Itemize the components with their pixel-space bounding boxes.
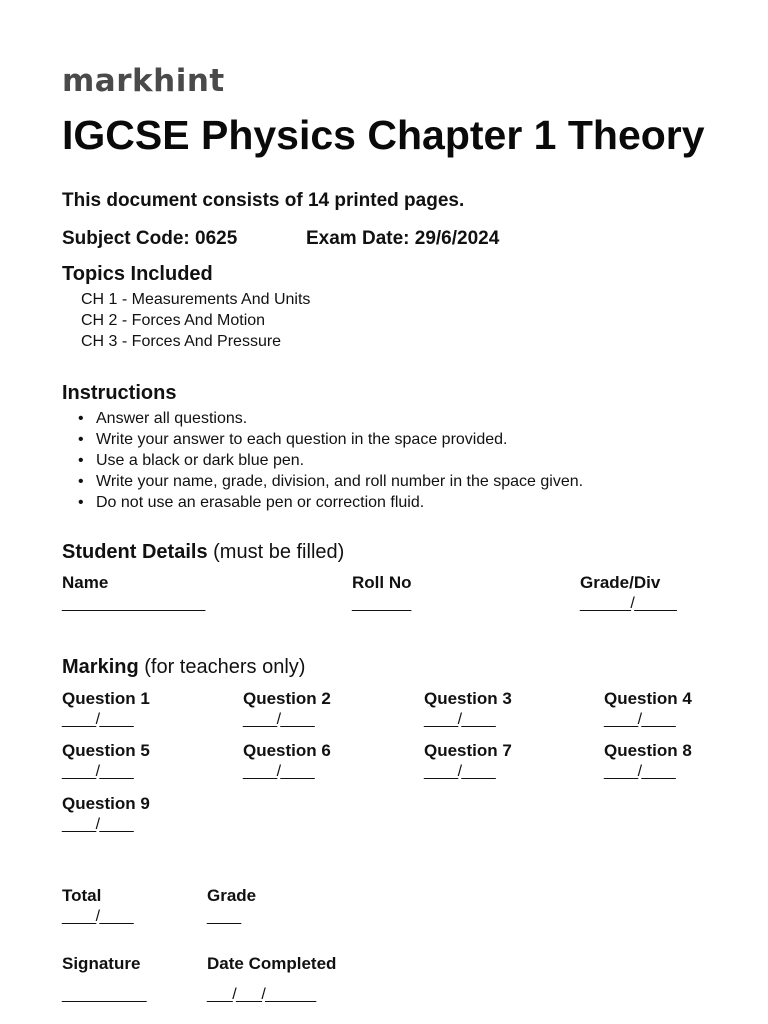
question-label: Question 3 (424, 689, 512, 708)
question-8-field[interactable] (604, 741, 692, 781)
question-4-field[interactable] (604, 689, 692, 729)
instruction-item: • Answer all questions. (78, 408, 583, 429)
question-5-field[interactable] (62, 741, 150, 781)
question-label: Question 5 (62, 741, 150, 760)
total-label: Total (62, 886, 102, 905)
subject-code: Subject Code: 0625 (62, 228, 238, 249)
date-completed-field[interactable] (207, 954, 336, 1004)
question-score-blank[interactable]: ____/____ (62, 816, 134, 833)
name-label: Name (62, 573, 109, 592)
question-label: Question 1 (62, 689, 150, 708)
instructions-heading: Instructions (62, 382, 177, 404)
grade-div-field[interactable] (580, 573, 676, 613)
marking-note: (for teachers only) (138, 656, 306, 678)
student-details-note: (must be filled) (207, 541, 345, 563)
question-1-field[interactable] (62, 689, 150, 729)
exam-date: Exam Date: 29/6/2024 (306, 228, 500, 249)
question-6-field[interactable] (243, 741, 331, 781)
question-score-blank[interactable]: ____/____ (424, 763, 496, 780)
topic-item: CH 3 - Forces And Pressure (81, 333, 282, 350)
question-label: Question 7 (424, 741, 512, 760)
brand-logo: markhint (62, 63, 225, 99)
question-score-blank[interactable]: ____/____ (604, 763, 676, 780)
question-2-field[interactable] (243, 689, 331, 729)
question-label: Question 2 (243, 689, 331, 708)
question-score-blank[interactable]: ____/____ (424, 711, 496, 728)
question-7-field[interactable] (424, 741, 512, 781)
roll-no-label: Roll No (352, 573, 412, 592)
question-score-blank[interactable]: ____/____ (243, 763, 315, 780)
date-completed-label: Date Completed (207, 954, 337, 973)
document-title: IGCSE Physics Chapter 1 Theory (62, 112, 705, 158)
question-label: Question 4 (604, 689, 692, 708)
total-field[interactable] (62, 886, 133, 926)
instruction-item: • Write your answer to each question in the space provided. (78, 429, 583, 450)
date-completed-blank[interactable]: ___/___/______ (207, 986, 316, 1003)
pages-note: This document consists of 14 printed pages. (62, 190, 465, 211)
grade-div-label: Grade/Div (580, 573, 661, 592)
instruction-item: • Write your name, grade, division, and roll number in the space given. (78, 471, 583, 492)
question-9-field[interactable] (62, 794, 150, 834)
question-3-field[interactable] (424, 689, 512, 729)
instructions-list (78, 408, 583, 513)
meta-row (62, 228, 500, 250)
question-label: Question 9 (62, 794, 150, 813)
name-blank[interactable]: _________________ (62, 595, 205, 612)
roll-no-blank[interactable]: _______ (352, 595, 411, 612)
question-label: Question 8 (604, 741, 692, 760)
question-score-blank[interactable]: ____/____ (243, 711, 315, 728)
grade-blank[interactable]: ____ (207, 908, 241, 925)
total-blank[interactable]: ____/____ (62, 908, 134, 925)
student-details-title: Student Details (62, 541, 208, 563)
signature-field[interactable] (62, 954, 146, 1004)
name-field[interactable] (62, 573, 205, 613)
topic-item: CH 2 - Forces And Motion (81, 312, 266, 329)
question-score-blank[interactable]: ____/____ (604, 711, 676, 728)
signature-label: Signature (62, 954, 141, 973)
grade-label: Grade (207, 886, 257, 905)
grade-field[interactable] (207, 886, 256, 926)
marking-title: Marking (62, 656, 139, 678)
roll-no-field[interactable] (352, 573, 412, 613)
topics-list (81, 289, 310, 352)
student-details-heading (62, 541, 344, 564)
instruction-item: • Do not use an erasable pen or correction fluid. (78, 492, 583, 513)
signature-blank[interactable]: __________ (62, 986, 146, 1003)
grade-div-blank[interactable]: ______/_____ (580, 595, 677, 612)
topic-item: CH 1 - Measurements And Units (81, 291, 311, 308)
topics-heading: Topics Included (62, 263, 213, 285)
question-score-blank[interactable]: ____/____ (62, 711, 134, 728)
instruction-item: • Use a black or dark blue pen. (78, 450, 583, 471)
question-score-blank[interactable]: ____/____ (62, 763, 134, 780)
marking-heading (62, 656, 305, 679)
question-label: Question 6 (243, 741, 331, 760)
